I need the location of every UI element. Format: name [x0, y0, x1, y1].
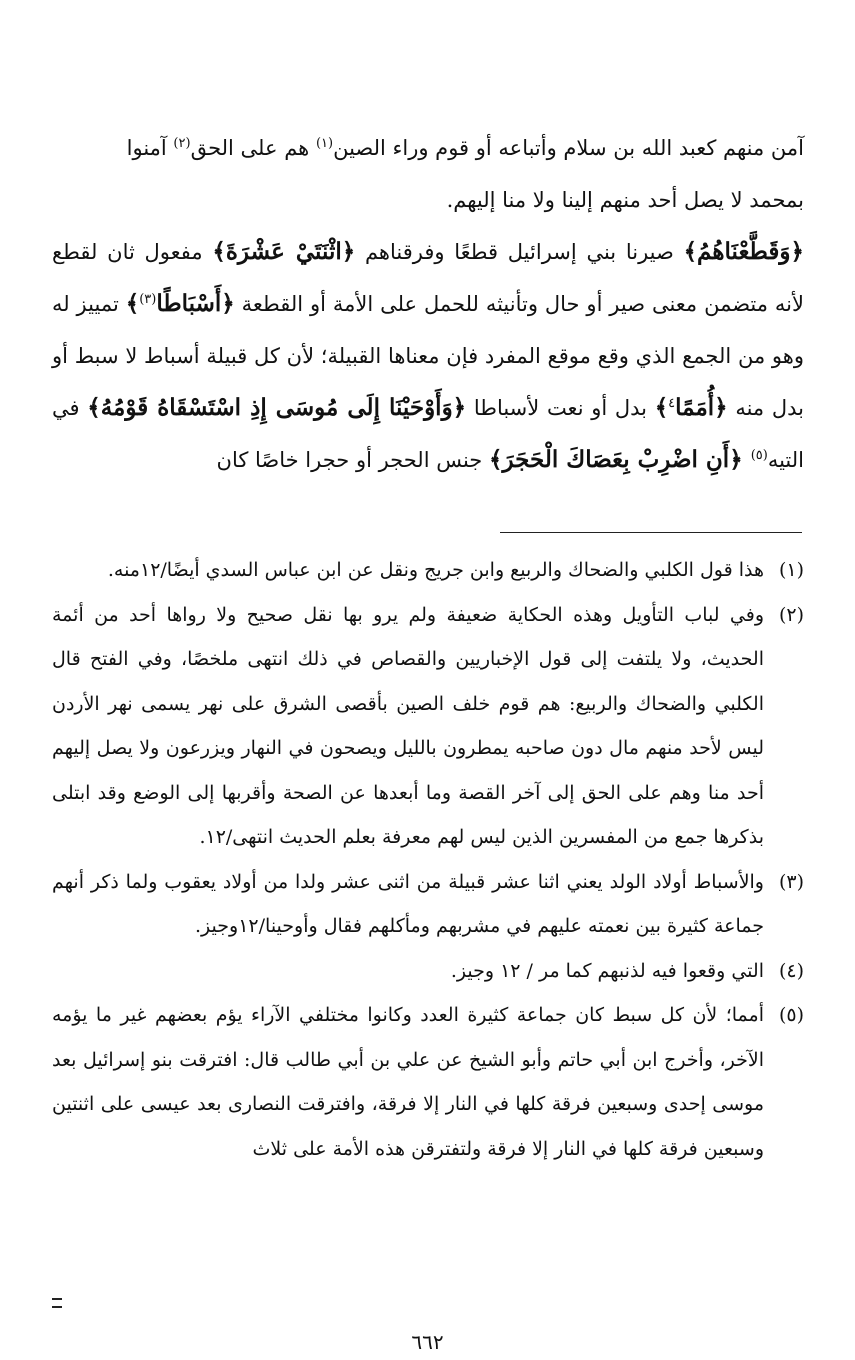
paragraph-intro [52, 122, 804, 174]
footnote-text: وفي لباب التأويل وهذه الحكاية ضعيفة ولم يرو بها نقل صحيح ولا رواها أحد من أئمة الحديث، ولا يلتفت إلى قول الإخباريين والقصاص في ذلك انتهى ملخصًا، وفي الفتح قال الكلبي والضحاك والربيع: هم قوم خلف الصين بأقصى الشرق على نهر يسمى نهر الأردن ليس لأحد منهم مال دون صاحبه يمطرون بالليل ويصحون في النهار ويزرعون ولا يصل إليهم أحد منا وهم على الحق إلى آخر القصة وما أبعدها عن الصحة وأقربها إلى الوضع وقد ابتلى بذكرها جمع من المفسرين الذين ليس لهم معرفة بعلم الحديث انتهى/١٢. [52, 603, 764, 848]
footnote-number: (٤) [778, 959, 804, 982]
quran-bracket: ﴾ [125, 290, 140, 317]
paragraph-intro-end: بمحمد لا يصل أحد منهم إلينا ولا منا إليهم. [446, 188, 804, 212]
commentary-text: بدل أو نعت لأسباطا [466, 396, 655, 420]
footnote-number: (٥) [778, 1004, 804, 1026]
quran-verse: ﴿أُمَمًا [675, 394, 728, 421]
quran-verse: ﴿وَقَطَّعْنَاهُمُ﴾ [683, 238, 804, 265]
footnote-item [52, 593, 804, 860]
continuation-mark [52, 1298, 62, 1308]
footnote-ref: ٤ [668, 396, 676, 411]
footnote-separator [500, 532, 802, 533]
footnote-item [52, 949, 804, 994]
main-text [52, 122, 804, 486]
footnote-number: (٣) [778, 870, 804, 893]
quran-bracket: ﴾ [654, 394, 669, 421]
footnote-item [52, 993, 804, 1171]
footnote-text: التي وقعوا فيه لذنبهم كما مر / ١٢ وجيز. [450, 959, 764, 982]
page-number: ٦٦٢ [411, 1330, 444, 1354]
footnote-number: (١) [778, 559, 804, 581]
paragraph-commentary [52, 226, 804, 486]
footnote-ref: (١) [315, 136, 334, 151]
commentary-text: مفعول ثان لقطع لأنه متضمن معنى صير أو حال وتأنيثه للحمل على الأمة أو القطعة [52, 240, 804, 316]
text-segment: هم على الحق [190, 136, 316, 160]
quran-verse: ﴿وَأَوْحَيْنَا إِلَى مُوسَى إِذِ اسْتَسْقَاهُ قَوْمُهُ﴾ [87, 394, 467, 421]
footnote-text: أمما؛ لأن كل سبط كان جماعة كثيرة العدد وكانوا مختلفي الآراء يؤم بعضهم غير ما يؤمه الآخر، وأخرج ابن أبي حاتم وأبو الشيخ عن علي بن أبي طالب قال: افترقت بنو إسرائيل بعد موسى إحدى وسبعين فرقة كلها في النار إلا فرقة، وافترقت النصارى بعد عيسى على اثنتين وسبعين فرقة كلها في النار إلا فرقة ولتفترقن هذه الأمة على ثلاث [52, 1004, 764, 1160]
commentary-text: صيرنا بني إسرائيل قطعًا وفرقناهم [355, 240, 684, 264]
footnote-text: هذا قول الكلبي والضحاك والربيع وابن جريج ونقل عن ابن عباس السدي أيضًا/١٢منه. [107, 559, 764, 581]
footnote-number: (٢) [778, 603, 804, 626]
footnote-item [52, 548, 804, 593]
footnote-item [52, 860, 804, 949]
footnote-text: والأسباط أولاد الولد يعني اثنا عشر قبيلة من اثنى عشر ولدا من أولاد يعقوب ولما ذكر أنهم جماعة كثيرة بين نعمته عليهم في مشربهم ومأكلهم فقال وأوحينا/١٢وجيز. [52, 870, 764, 937]
quran-verse: ﴿أَنِ اضْرِبْ بِعَصَاكَ الْحَجَرَ﴾ [488, 446, 751, 473]
quran-verse: ﴿أَسْبَاطًا [156, 290, 235, 317]
footnote-ref: (٣) [139, 292, 157, 307]
footnote-ref: (٥) [750, 448, 768, 463]
commentary-text: جنس الحجر أو حجرا خاصًا كان [216, 448, 489, 472]
commentary-text: تمييز له وهو من الجمع الذي وقع موقع المفرد فإن معناها القبيلة؛ لأن كل قبيلة أسباط لا سبط أو بدل منه [52, 292, 804, 420]
commentary-text: في التيه [52, 396, 804, 472]
quran-verse: ﴿اثْنَتَيْ عَشْرَةَ﴾ [212, 238, 356, 265]
footnote-ref: (٢) [173, 136, 191, 151]
text-segment: آمنوا [126, 136, 174, 160]
footnotes [52, 548, 804, 1171]
text-segment: آمن منهم كعبد الله بن سلام وأتباعه أو قوم وراء الصين [333, 136, 804, 160]
